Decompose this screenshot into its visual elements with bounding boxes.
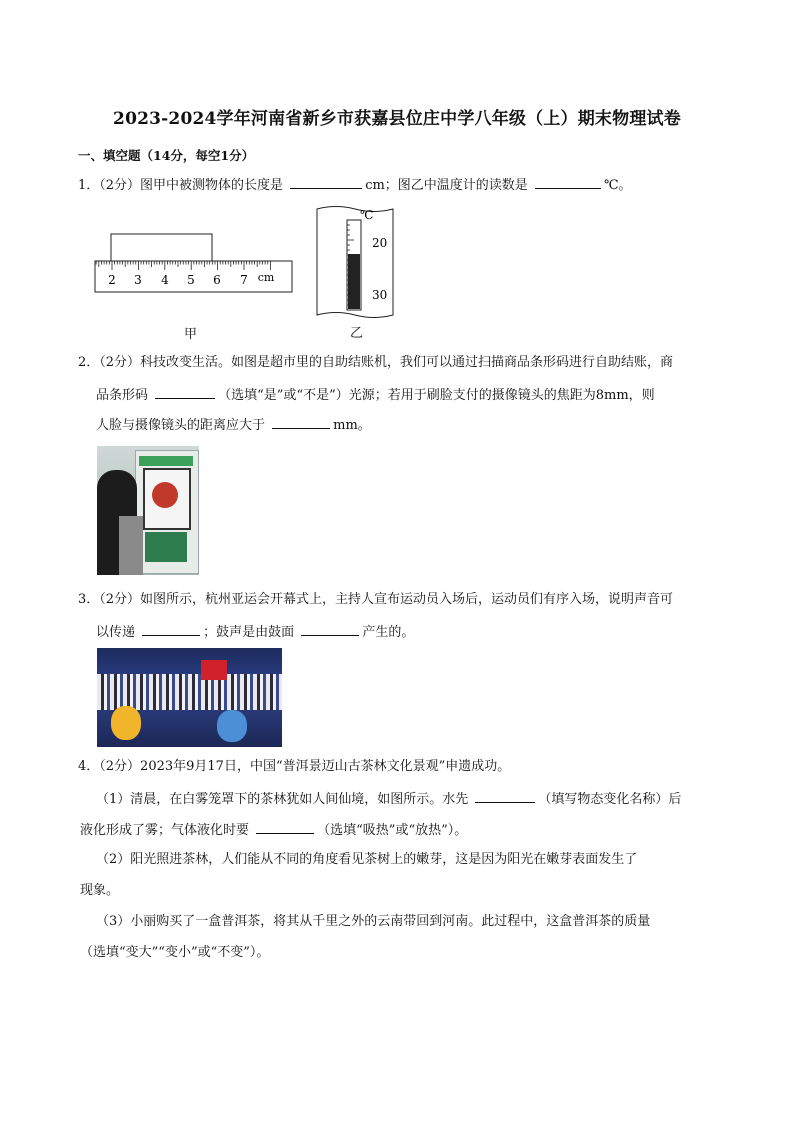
mercury-column	[348, 254, 360, 309]
question-text: 以传递	[96, 625, 136, 640]
thermometer-tick-label: 30	[372, 288, 388, 302]
question-text: 产生的。	[362, 625, 415, 640]
question-text: （2分）2023年9月17日，中国“普洱景迈山古茶林文化景观”申遗成功。	[99, 759, 511, 774]
ruler-tick-label: 7	[240, 273, 248, 287]
question-text: ；鼓声是由鼓面	[203, 625, 295, 640]
ruler-tick-label: 5	[187, 273, 195, 287]
ruler-tick-label: 3	[134, 273, 142, 287]
self-checkout-photo	[97, 446, 199, 575]
ruler-tick-label: 6	[213, 273, 221, 287]
question-text: （2）阳光照进茶林，人们能从不同的角度看见茶树上的嫩芽，这是因为阳光在嫩芽表面发生了	[96, 852, 638, 867]
question-1	[78, 176, 632, 194]
opening-ceremony-photo	[97, 648, 282, 747]
question-4-part-2-line	[80, 883, 119, 899]
question-text: 现象。	[80, 883, 120, 898]
ruler-tick-label: 2	[108, 273, 116, 287]
answer-blank	[256, 821, 314, 834]
question-text: cm；图乙中温度计的读数是	[365, 178, 528, 193]
question-text: 人脸与摄像镜头的距离应大于	[96, 418, 266, 433]
question-4-part-3	[96, 914, 650, 930]
answer-blank	[290, 176, 362, 189]
question-text: （3）小丽购买了一盒普洱茶，将其从千里之外的云南带回到河南。此过程中，这盒普洱茶的质量	[96, 914, 651, 929]
thermometer-tick-label: 20	[372, 236, 388, 250]
question-4-part-2	[96, 852, 637, 868]
question-3	[78, 592, 673, 608]
question-4-part-1	[96, 790, 681, 808]
ruler-tick-label: 4	[161, 273, 169, 287]
section-heading: 一、填空题（14分，每空1分）	[78, 148, 255, 163]
question-number: 3．	[78, 592, 100, 607]
thermometer-unit: ℃	[360, 208, 374, 222]
question-text: （选填“是”或“不是”）光源；若用于刷脸支付的摄像镜头的焦距为8mm，则	[218, 388, 655, 403]
answer-blank	[142, 623, 200, 636]
question-2	[78, 355, 673, 371]
question-text: （选填“变大”“变小”或“不变”）。	[80, 945, 270, 960]
question-4-part-3-line	[80, 945, 269, 961]
answer-blank	[272, 416, 330, 429]
figure-caption-yi: 乙	[350, 326, 364, 341]
question-number: 2．	[78, 355, 100, 370]
question-2-line	[96, 386, 655, 404]
question-text: mm。	[333, 418, 371, 433]
figure-caption-jia: 甲	[184, 327, 198, 342]
question-text: （1）清晨，在白雾笼罩下的茶林犹如人间仙境，如图所示。水先	[96, 792, 469, 807]
question-4	[78, 759, 510, 775]
question-2-line	[96, 416, 371, 434]
question-text: （选填“吸热”或“放热”）。	[317, 823, 468, 838]
question-text: 品条形码	[96, 388, 149, 403]
paper-title: 2023-2024学年河南省新乡市获嘉县位庄中学八年级（上）期末物理试卷	[113, 109, 681, 129]
question-text: ℃。	[603, 178, 632, 193]
thermometer-figure	[314, 203, 396, 321]
ruler-figure	[94, 232, 294, 294]
answer-blank	[155, 386, 215, 399]
question-text: （2分）科技改变生活。如图是超市里的自助结账机，我们可以通过扫描商品条形码进行自助结账，商	[99, 355, 674, 370]
question-text: （2分）如图所示，杭州亚运会开幕式上，主持人宣布运动员入场后，运动员们有序入场，说明声音可	[99, 592, 674, 607]
question-number: 1．	[78, 178, 100, 193]
question-text: （填写物态变化名称）后	[538, 792, 682, 807]
question-number: 4．	[78, 759, 100, 774]
answer-blank	[301, 623, 359, 636]
ruler-unit: cm	[257, 271, 275, 284]
question-4-part-1-line	[80, 821, 467, 839]
question-3-line	[96, 623, 414, 641]
question-text: 液化形成了雾；气体液化时要	[80, 823, 250, 838]
question-text: （2分）图甲中被测物体的长度是	[99, 178, 284, 193]
answer-blank	[535, 176, 601, 189]
measured-object	[111, 234, 212, 261]
answer-blank	[475, 790, 535, 803]
